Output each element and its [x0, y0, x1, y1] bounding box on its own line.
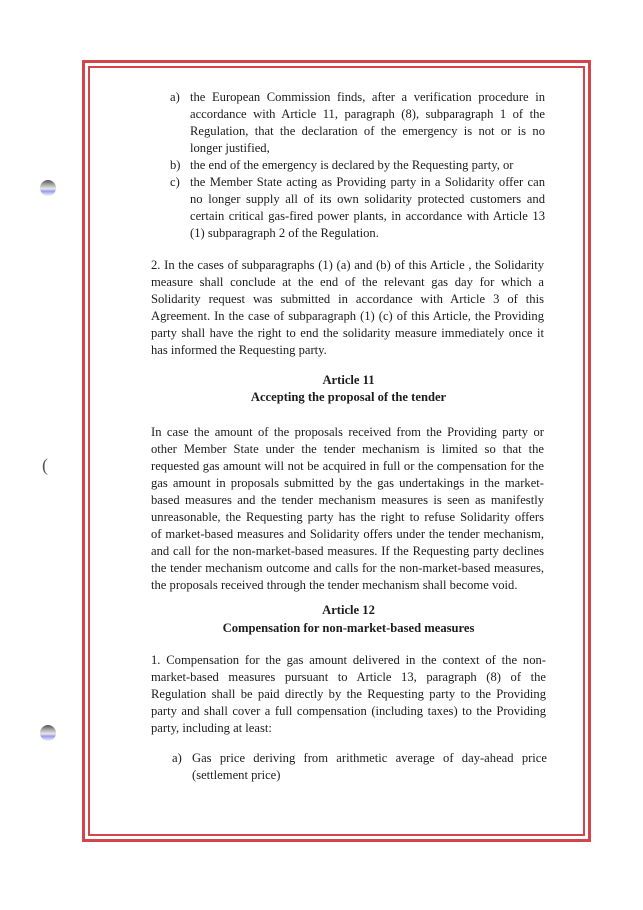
text-line: and call for the non-market-based measures. If the Requesting party declines [151, 544, 544, 558]
text-line: Solidarity request was submitted in accordance with Article 3 of this [151, 292, 544, 306]
article-11-subtitle: Accepting the proposal of the tender [250, 390, 447, 404]
article-12-subtitle: Compensation for non-market-based measures [222, 621, 475, 635]
text-line: the proposals received through the tender mechanism shall become void. [151, 578, 518, 592]
text-line: Regulation, that the declaration of the emergency is not or is no [190, 124, 545, 138]
text-line: accordance with Article 11, paragraph (8), subparagraph 1 of the [190, 107, 545, 121]
text-line: the end of the emergency is declared by the Requesting party, or [190, 158, 514, 172]
paragraph-article-11 [151, 424, 544, 594]
text-line: no longer supply all of its own solidarity protected customers and [190, 192, 545, 206]
list-item [190, 89, 545, 157]
text-line: (settlement price) [192, 768, 281, 782]
list-item [192, 750, 547, 784]
text-line: certain critical gas-fired power plants, in accordance with Article 13 [190, 209, 545, 223]
text-line: party and shall cover a full compensation (including taxes) to the Providing [151, 704, 546, 718]
text-line: 2. In the cases of subparagraphs (1) (a) and (b) of this Article , the Solidarity [151, 258, 544, 272]
scan-mark-icon: ( [42, 455, 48, 475]
list-item [190, 174, 545, 242]
text-line: 1. Compensation for the gas amount delivered in the context of the non- [151, 653, 546, 667]
text-line: requested gas amount will not be acquired in full or the compensation for the [151, 459, 544, 473]
article-12-title: Article 12 [322, 603, 375, 617]
text-line: based measures and the tender mechanism measures is seen as manifestly [151, 493, 544, 507]
text-line: Agreement. In the case of subparagraph (1) (c) of this Article, the Providing [151, 309, 544, 323]
list-label: b) [170, 158, 181, 172]
text-line: unreasonable, the Requesting party has the right to refuse Solidarity offers [151, 510, 544, 524]
paragraph-article-12 [151, 652, 546, 737]
text-line: the Member State acting as Providing party in a Solidarity offer can [190, 175, 545, 189]
punch-hole-icon [40, 725, 56, 741]
paragraph-2 [151, 257, 544, 359]
text-line: other Member State under the tender mechanism is limited so that the [151, 442, 544, 456]
text-line: of market-based measures and Solidarity offers under the tender mechanism, [151, 527, 544, 541]
text-line: has informed the Requesting party. [151, 343, 327, 357]
list-label: a) [170, 90, 180, 104]
list-label: a) [172, 751, 182, 765]
text-line: (1) subparagraph 2 of the Regulation. [190, 226, 379, 240]
text-line: the tender mechanism outcome and calls for the non-market-based measures, [151, 561, 544, 575]
text-line: party shall have the right to end the solidarity measure immediately once it [151, 326, 544, 340]
text-line: In case the amount of the proposals received from the Providing party or [151, 425, 544, 439]
list-item [190, 157, 545, 174]
text-line: market-based measures pursuant to Article 13, paragraph (8) of the [151, 670, 546, 684]
text-line: Regulation shall be paid directly by the Requesting party to the Providing [151, 687, 546, 701]
text-line: party, including at least: [151, 721, 272, 735]
list-label: c) [170, 175, 180, 189]
text-line: Gas price deriving from arithmetic average of day-ahead price [192, 751, 547, 765]
text-line: measure shall conclude at the end of the relevant gas day for which a [151, 275, 544, 289]
text-line: gas amount in proposals submitted by the gas undertakings in the market- [151, 476, 544, 490]
article-11-title: Article 11 [322, 373, 375, 387]
punch-hole-icon [40, 180, 56, 196]
text-line: longer justified, [190, 141, 270, 155]
text-line: the European Commission finds, after a verification procedure in [190, 90, 545, 104]
